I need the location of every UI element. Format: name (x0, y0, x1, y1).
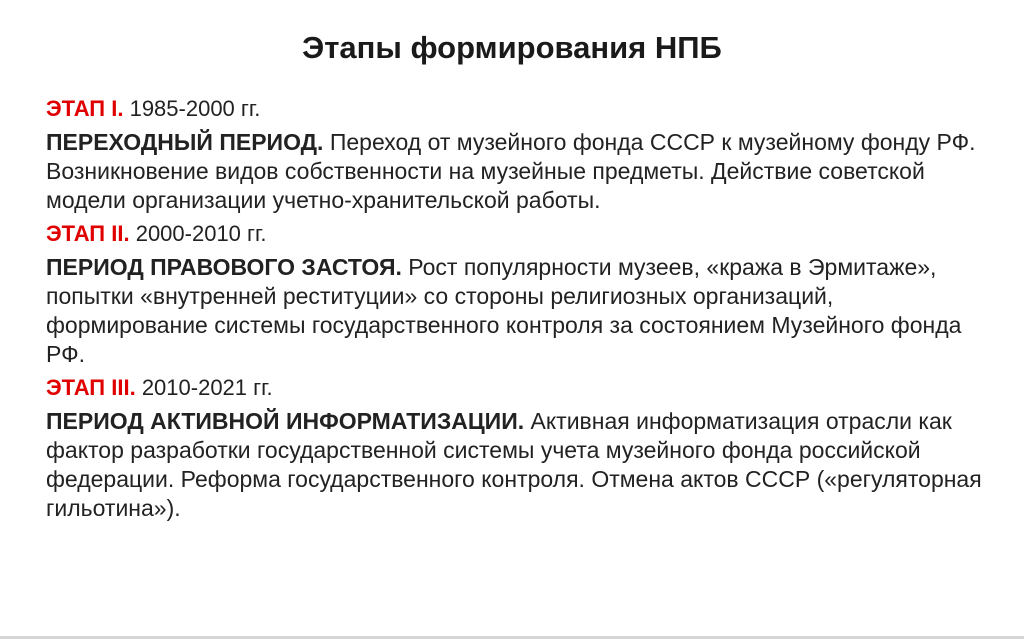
stage-2-label: ЭТАП II. (46, 221, 130, 246)
stage-3-period-name: ПЕРИОД АКТИВНОЙ ИНФОРМАТИЗАЦИИ. (46, 408, 525, 434)
stage-1-heading (46, 94, 986, 124)
stage-3-description: Активная информатизация отрасли как фактор разработки государственной системы учета музейного фонда российской федерации. Реформа государственного контроля. Отмена актов СССР («регуляторная гильотина»). (46, 408, 982, 521)
stage-1-label: ЭТАП I. (46, 96, 124, 121)
stage-2-description: Рост популярности музеев, «кража в Эрмитаже», попытки «внутренней реституции» со стороны религиозных организаций, формирование системы государственного контроля за состоянием Музейного фонда РФ. (46, 254, 962, 367)
stage-3-heading (46, 373, 986, 403)
stage-1-paragraph (46, 128, 986, 215)
slide-title: Этапы формирования НПБ (302, 30, 722, 65)
stage-1-period-name: ПЕРЕХОДНЫЙ ПЕРИОД. (46, 129, 324, 155)
stage-1-years: 1985-2000 гг. (129, 96, 261, 121)
stage-2-paragraph (46, 253, 986, 369)
stage-1-description: Переход от музейного фонда СССР к музейному фонду РФ. Возникновение видов собственности на музейные предметы. Действие советской модели организации учетно-хранительской работы. (46, 129, 976, 213)
stage-3-paragraph (46, 407, 986, 523)
stage-2-years: 2000-2010 гг. (135, 221, 267, 246)
stage-2-heading (46, 219, 986, 249)
stages-list (46, 94, 986, 527)
stage-3-years: 2010-2021 гг. (141, 375, 273, 400)
stage-2-period-name: ПЕРИОД ПРАВОВОГО ЗАСТОЯ. (46, 254, 402, 280)
stage-3-label: ЭТАП III. (46, 375, 136, 400)
